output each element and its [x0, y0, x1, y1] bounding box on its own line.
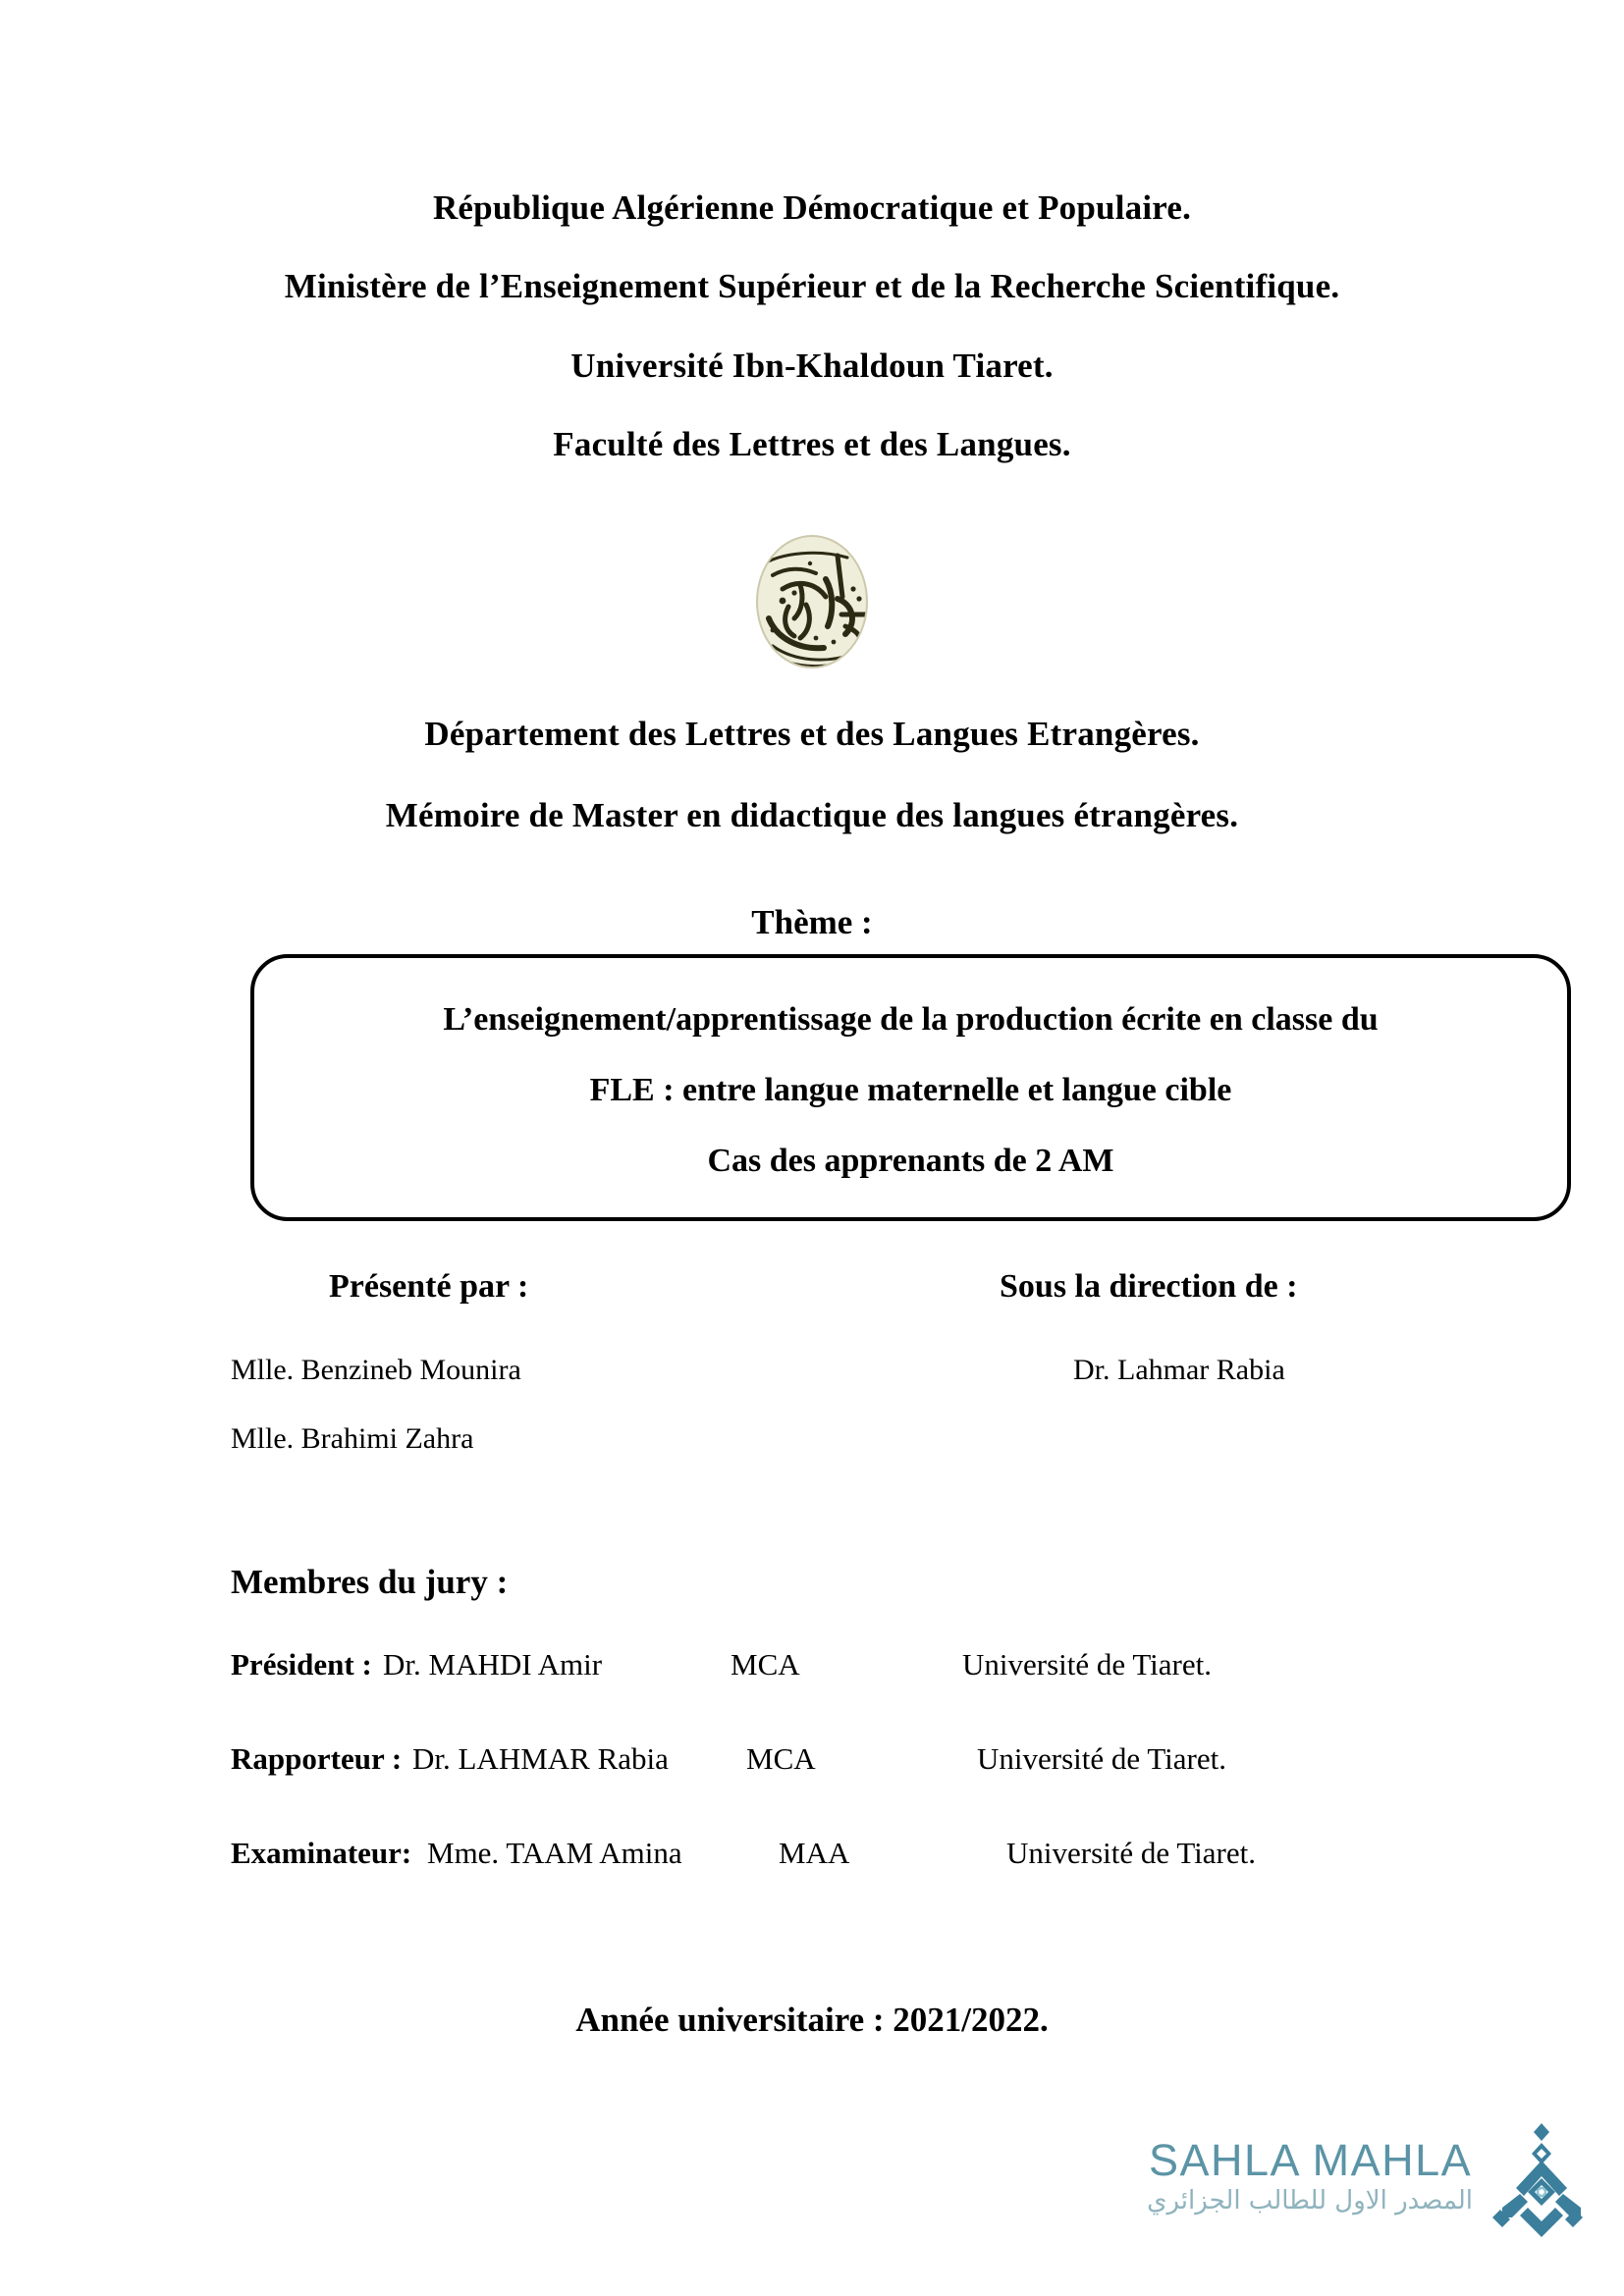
- jury-affiliation: Université de Tiaret.: [977, 1741, 1226, 1776]
- jury-row: [231, 1741, 1409, 1785]
- header-line-university: Université Ibn-Khaldoun Tiaret.: [570, 347, 1054, 385]
- author-name-1: Mlle. Benzineb Mounira: [231, 1354, 521, 1386]
- jury-affiliation: Université de Tiaret.: [962, 1647, 1212, 1682]
- amazigh-diamond-motif-icon: [1490, 2121, 1585, 2237]
- jury-name: Mme. TAAM Amina: [427, 1836, 682, 1870]
- academic-year: Année universitaire : 2021/2022.: [575, 2001, 1049, 2039]
- university-seal-logo: [743, 528, 881, 675]
- jury-rank: MAA: [779, 1836, 850, 1870]
- jury-title: Membres du jury :: [231, 1563, 509, 1601]
- jury-affiliation: Université de Tiaret.: [1006, 1836, 1256, 1870]
- jury-name: Dr. MAHDI Amir: [383, 1647, 603, 1682]
- supervised-by-heading: Sous la direction de :: [1000, 1268, 1298, 1305]
- department-line: Département des Lettres et des Langues Etrangères.: [424, 715, 1200, 753]
- jury-row: [231, 1836, 1409, 1879]
- degree-line: Mémoire de Master en didactique des langues étrangères.: [385, 796, 1239, 834]
- watermark-tagline-arabic: المصدر الاول للطالب الجزائري: [1147, 2186, 1473, 2216]
- header-line-ministry: Ministère de l’Enseignement Supérieur et de la Recherche Scientifique.: [284, 267, 1340, 305]
- jury-role: Rapporteur :: [231, 1741, 403, 1776]
- jury-name: Dr. LAHMAR Rabia: [412, 1741, 669, 1776]
- jury-row: [231, 1647, 1409, 1690]
- theme-title-line-2: FLE : entre langue maternelle et langue cible: [589, 1072, 1232, 1108]
- theme-label: Thème :: [751, 903, 873, 941]
- jury-rank: MCA: [731, 1647, 800, 1682]
- header-line-faculty: Faculté des Lettres et des Langues.: [553, 425, 1071, 463]
- jury-rank: MCA: [746, 1741, 816, 1776]
- supervisor-name: Dr. Lahmar Rabia: [1073, 1354, 1285, 1386]
- watermark-brand-text: SAHLA MAHLA: [1149, 2135, 1473, 2185]
- theme-title-line-3: Cas des apprenants de 2 AM: [707, 1143, 1114, 1179]
- author-name-2: Mlle. Brahimi Zahra: [231, 1422, 474, 1455]
- jury-role: Examinateur:: [231, 1836, 412, 1870]
- theme-box: [250, 954, 1571, 1221]
- theme-title-line-1: L’enseignement/apprentissage de la production écrite en classe du: [443, 1001, 1379, 1038]
- presented-by-heading: Présenté par :: [329, 1268, 529, 1305]
- sahla-mahla-watermark: [1149, 2135, 1610, 2253]
- jury-role: Président :: [231, 1647, 372, 1682]
- header-line-republic: République Algérienne Démocratique et Populaire.: [432, 188, 1192, 227]
